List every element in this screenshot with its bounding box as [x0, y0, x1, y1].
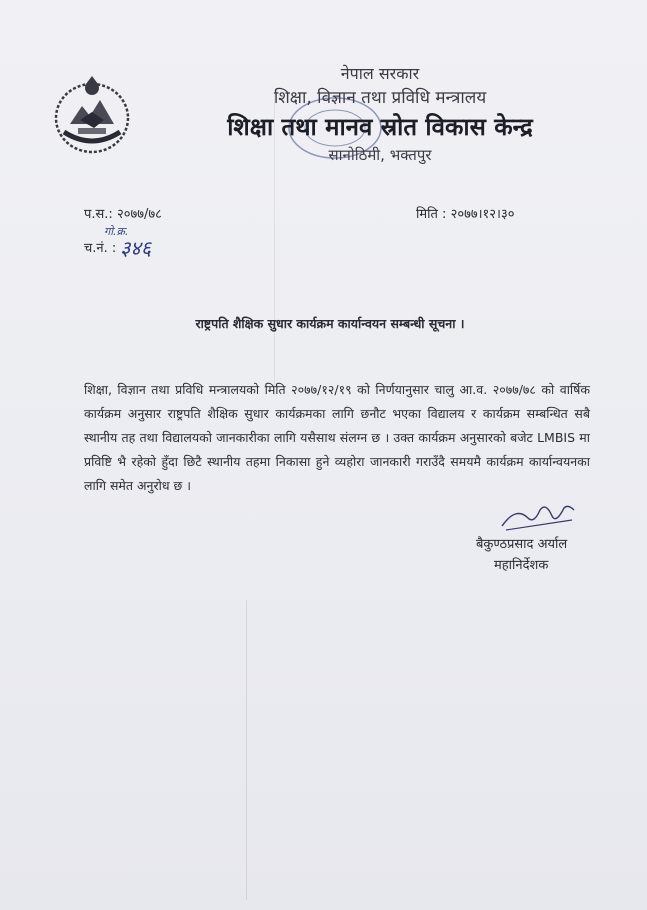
- letter-subject: राष्ट्रपति शैक्षिक सुधार कार्यक्रम कार्यान्वयन सम्बन्धी सूचना ।: [195, 316, 465, 331]
- office-address: सानोठिमी, भक्तपुर: [328, 146, 432, 164]
- dispatch-note-handwritten: गो.क्र.: [104, 225, 129, 238]
- fold-line: [246, 600, 247, 900]
- signature-icon: [498, 500, 578, 534]
- letter-date: मिति : २०७७।१२।३०: [416, 207, 515, 222]
- signatory-title: महानिर्देशक: [494, 558, 549, 573]
- government-name: नेपाल सरकार: [340, 64, 420, 83]
- letter-body: शिक्षा, विज्ञान तथा प्रविधि मन्त्रालयको मिति २०७७/१२/१९ को निर्णयानुसार चालु आ.व. २०७७/७८ को वार्षिक कार्यक्रम अनुसार राष्ट्रपति शैक्षिक सुधार कार्यक्रमका लागि छनौट भएका विद्यालय र कार्यक्रम सम्बन्धित सबै स्थानीय तह तथा विद्यालयको जानकारीका लागि यसैसाथ संलग्न छ । उक्त कार्यक्रम अनुसारको बजेट LMBIS मा प्रविष्टि भै रहेको हुँदा छिटै स्थानीय तहमा निकासा हुने व्यहोरा जानकारी गराउँदै समयमै कार्यक्रम कार्यान्वयनका लागि समेत अनुरोध छ ।: [84, 382, 590, 493]
- dispatch-number-handwritten: ३४६: [120, 236, 152, 260]
- ministry-name: शिक्षा, विज्ञान तथा प्रविधि मन्त्रालय: [273, 88, 487, 108]
- center-name: शिक्षा तथा मानव स्रोत विकास केन्द्र: [227, 113, 533, 141]
- signatory-name: बैकुण्ठप्रसाद अर्याल: [476, 537, 568, 552]
- dispatch-number-label: च.नं. :: [84, 241, 117, 256]
- letterhead: [150, 62, 610, 166]
- letter-number: प.स.: २०७७/७८: [84, 207, 162, 222]
- nepal-emblem-icon: [50, 72, 134, 156]
